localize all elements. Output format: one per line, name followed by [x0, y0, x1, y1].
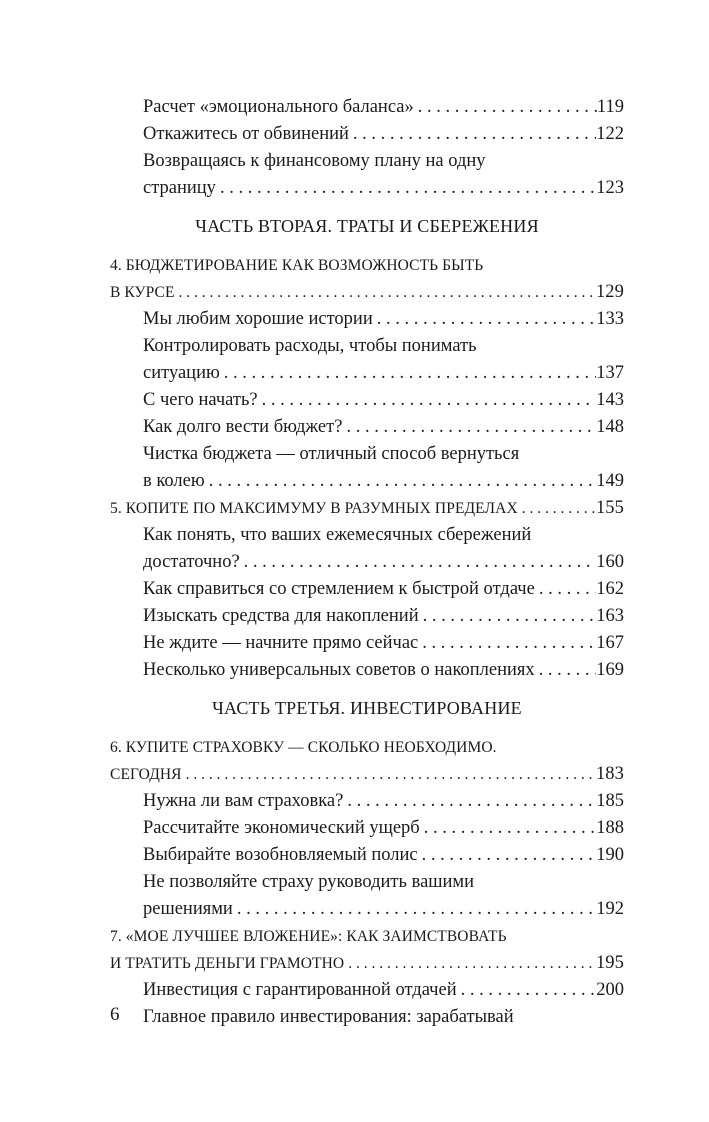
toc-entry-final-line	[143, 306, 624, 333]
toc-entry-final-line	[143, 94, 624, 121]
toc-section-entry	[110, 788, 624, 815]
toc-entry-final-line	[143, 360, 624, 387]
toc-entry-page-number: 195	[595, 953, 624, 973]
toc-entry-page-number: 123	[596, 178, 624, 198]
toc-entry-title: Несколько универсальных советов о накоплениях	[143, 660, 535, 680]
toc-section-entry	[110, 630, 624, 657]
toc-entry-final-line	[143, 815, 624, 842]
toc-entry-final-line	[143, 788, 624, 815]
toc-entry-title-line: Возвращаясь к финансовому плану на одну	[143, 151, 486, 171]
toc-section-entry	[110, 1004, 624, 1031]
toc-entry-title-line: 4. БЮДЖЕТИРОВАНИЕ КАК ВОЗМОЖНОСТЬ БЫТЬ	[110, 257, 484, 274]
toc-section-entry	[110, 333, 624, 387]
dot-leader	[342, 414, 596, 441]
toc-entry-title: 5. КОПИТЕ ПО МАКСИМУМУ В РАЗУМНЫХ ПРЕДЕЛАХ	[110, 500, 518, 517]
toc-entry-final-line	[143, 630, 624, 657]
toc-entry-title-line: Чистка бюджета — отличный способ вернуться	[143, 444, 520, 464]
toc-entry-final-line	[143, 896, 624, 923]
toc-entry-page-number: 155	[595, 498, 624, 518]
toc-entry-page-number: 119	[596, 97, 624, 117]
toc-entry-title: Мы любим хорошие истории	[143, 309, 373, 329]
toc-entry-final-line	[143, 842, 624, 869]
toc-entry-title: достаточно?	[143, 552, 240, 572]
toc-section-entry	[110, 977, 624, 1004]
toc-entry-page-number: 160	[596, 552, 624, 572]
dot-leader	[418, 842, 597, 869]
toc-chapter-entry	[110, 923, 624, 977]
toc-section-entry	[110, 121, 624, 148]
part-three-heading: ЧАСТЬ ТРЕТЬЯ. ИНВЕСТИРОВАНИЕ	[212, 698, 522, 718]
toc-entry-final-line	[143, 414, 624, 441]
toc-entry-page-number: 133	[596, 309, 624, 329]
toc-entry-title: в колею	[143, 471, 205, 491]
toc-entry-title: И ТРАТИТЬ ДЕНЬГИ ГРАМОТНО	[110, 955, 345, 972]
toc-section-entry	[110, 869, 624, 923]
toc-entry-page-number: 162	[596, 579, 624, 599]
toc-section-entry	[110, 576, 624, 603]
dot-leader	[414, 94, 597, 121]
toc-entry-page-number: 148	[596, 417, 624, 437]
toc-entry-title: Не ждите — начните прямо сейчас	[143, 633, 419, 653]
toc-entry-final-line	[143, 657, 624, 684]
toc-section-entry	[110, 94, 624, 121]
toc-entry-title-line: 7. «МОЕ ЛУЧШЕЕ ВЛОЖЕНИЕ»: КАК ЗАИМСТВОВАТЬ	[110, 928, 507, 945]
toc-entry-title: В КУРСЕ	[110, 284, 175, 301]
toc-section-entry	[110, 306, 624, 333]
toc-entry-page-number: 185	[596, 791, 624, 811]
toc-entry-title: Инвестиция с гарантированной отдачей	[143, 980, 457, 1000]
toc-entry-title-line: Не позволяйте страху руководить вашими	[143, 872, 475, 892]
toc-section-entry	[110, 148, 624, 202]
toc-entry-title: С чего начать?	[143, 390, 258, 410]
toc-entry-page-number: 122	[596, 124, 624, 144]
dot-leader	[535, 576, 596, 603]
toc-entry-final-line	[143, 121, 624, 148]
toc-section-entry	[110, 441, 624, 495]
toc-entry-title: решениями	[143, 899, 233, 919]
toc-entry-final-line	[143, 468, 624, 495]
toc-entry-page-number: 167	[596, 633, 624, 653]
dot-leader	[258, 387, 597, 414]
toc-entry-title-line: Главное правило инвестирования: зарабатывай	[143, 1007, 514, 1027]
toc-entry-final-line	[110, 495, 624, 522]
toc-entry-page-number: 149	[596, 471, 624, 491]
toc-section-entry	[110, 657, 624, 684]
dot-leader	[205, 468, 597, 495]
toc-group-c	[110, 734, 624, 1031]
toc-section-entry	[110, 842, 624, 869]
dot-leader	[182, 761, 596, 788]
toc-section-entry	[110, 603, 624, 630]
toc-chapter-entry	[110, 495, 624, 522]
dot-leader	[418, 630, 596, 657]
toc-entry-page-number: 169	[596, 660, 624, 680]
toc-entry-title-line: Контролировать расходы, чтобы понимать	[143, 336, 477, 356]
dot-leader	[220, 360, 596, 387]
toc-entry-final-line	[143, 175, 624, 202]
toc-entry-title: Выбирайте возобновляемый полис	[143, 845, 418, 865]
toc-entry-page-number: 129	[595, 282, 624, 302]
toc-entry-title: ситуацию	[143, 363, 220, 383]
part-two-heading: ЧАСТЬ ВТОРАЯ. ТРАТЫ И СБЕРЕЖЕНИЯ	[195, 216, 539, 236]
toc-group-a	[110, 94, 624, 202]
toc-entry-title: Расчет «эмоционального баланса»	[143, 97, 414, 117]
dot-leader	[535, 657, 597, 684]
toc-entry-page-number: 183	[595, 764, 624, 784]
dot-leader	[343, 788, 596, 815]
toc-entry-final-line	[110, 761, 624, 788]
toc-entry-final-line	[143, 387, 624, 414]
toc-entry-final-line	[143, 977, 624, 1004]
dot-leader	[518, 495, 596, 522]
dot-leader	[457, 977, 597, 1004]
toc-section-entry	[110, 522, 624, 576]
toc-section-entry	[110, 414, 624, 441]
toc-entry-page-number: 137	[596, 363, 624, 383]
toc-entry-title: Откажитесь от обвинений	[143, 124, 349, 144]
toc-entry-title: Изыскать средства для накоплений	[143, 606, 419, 626]
dot-leader	[240, 549, 597, 576]
toc-entry-title: СЕГОДНЯ	[110, 766, 182, 783]
toc-entry-page-number: 188	[596, 818, 624, 838]
toc-entry-title: Как справиться со стремлением к быстрой отдаче	[143, 579, 535, 599]
dot-leader	[233, 896, 596, 923]
toc-entry-final-line	[143, 549, 624, 576]
toc-chapter-entry	[110, 734, 624, 788]
page-number: 6	[110, 1004, 120, 1025]
toc-entry-final-line	[110, 279, 624, 306]
table-of-contents	[110, 94, 624, 1031]
dot-leader	[344, 950, 596, 977]
toc-entry-page-number: 190	[596, 845, 624, 865]
toc-entry-final-line	[110, 950, 624, 977]
toc-entry-page-number: 192	[596, 899, 624, 919]
toc-entry-title: Нужна ли вам страховка?	[143, 791, 344, 811]
toc-section-entry	[110, 815, 624, 842]
dot-leader	[349, 121, 596, 148]
toc-entry-page-number: 200	[596, 980, 624, 1000]
toc-entry-page-number: 143	[596, 390, 624, 410]
toc-section-entry	[110, 387, 624, 414]
toc-entry-title-line: Как понять, что ваших ежемесячных сбережений	[143, 525, 532, 545]
toc-group-b	[110, 252, 624, 684]
toc-entry-title: Рассчитайте экономический ущерб	[143, 818, 420, 838]
toc-entry-final-line	[143, 576, 624, 603]
dot-leader	[216, 175, 596, 202]
dot-leader	[420, 815, 597, 842]
dot-leader	[373, 306, 597, 333]
dot-leader	[175, 279, 596, 306]
toc-entry-title: страницу	[143, 178, 216, 198]
dot-leader	[419, 603, 597, 630]
toc-entry-page-number: 163	[596, 606, 624, 626]
toc-entry-title: Как долго вести бюджет?	[143, 417, 343, 437]
toc-entry-final-line	[143, 603, 624, 630]
toc-entry-title-line: 6. КУПИТЕ СТРАХОВКУ — СКОЛЬКО НЕОБХОДИМО.	[110, 739, 497, 756]
toc-chapter-entry	[110, 252, 624, 306]
